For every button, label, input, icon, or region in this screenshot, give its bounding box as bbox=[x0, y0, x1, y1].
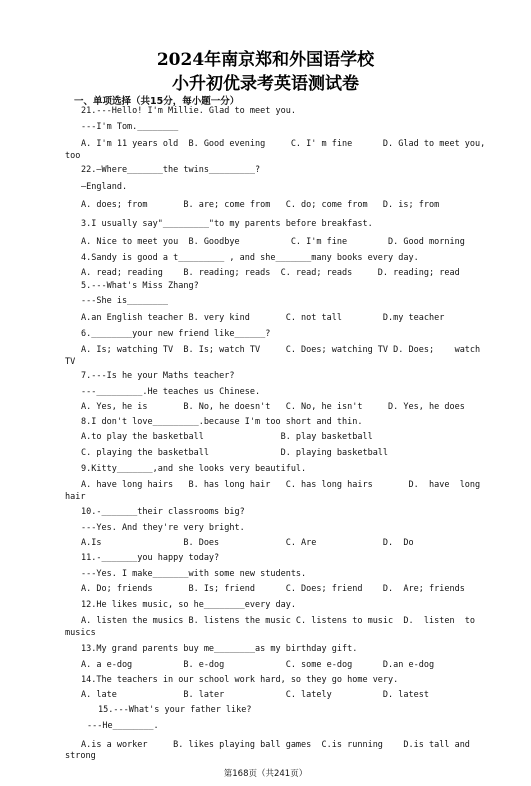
question-line-q11: 11.-_______you happy today? bbox=[81, 553, 220, 563]
answer-line-q11: ---Yes. I make_______with some new students. bbox=[81, 569, 307, 579]
answer-line-q22: —England. bbox=[81, 182, 128, 192]
question-line-q22: 22.—Where_______the twins_________? bbox=[81, 165, 261, 175]
options-line-q10: A.Is B. Does C. Are D. Do bbox=[81, 538, 414, 548]
question-line-q5: 5.---What's Miss Zhang? bbox=[81, 281, 199, 291]
question-line-q3: 3.I usually say"_________"to my parents before breakfast. bbox=[81, 219, 373, 229]
page-number-footer: 第168页（共241页） bbox=[223, 769, 308, 779]
question-line-q13: 13.My grand parents buy me________as my birthday gift. bbox=[81, 644, 358, 654]
options-line-q7: A. Yes, he is B. No, he doesn't C. No, he isn't D. Yes, he does bbox=[81, 402, 465, 412]
question-line-q14: 14.The teachers in our school work hard, so they go home very. bbox=[81, 675, 399, 685]
question-line-q12: 12.He likes music, so he________every day. bbox=[81, 600, 296, 610]
options-wrap-q12: musics bbox=[65, 628, 96, 638]
question-line-q15: 15.---What's your father like? bbox=[98, 705, 252, 715]
answer-line-q10: ---Yes. And they're very bright. bbox=[81, 523, 245, 533]
options-wrap-q6: TV bbox=[65, 357, 76, 367]
options-line-q12: A. listen the musics B. listens the music C. listens to music D. listen to bbox=[81, 616, 476, 626]
options-line-q5: A.an English teacher B. very kind C. not tall D.my teacher bbox=[81, 313, 445, 323]
options-line-q8-ab: A.to play the basketball B. play basketball bbox=[81, 432, 373, 442]
section-heading: 一、单项选择（共15分，每小题一分） bbox=[74, 96, 240, 107]
options-wrap-q21: too bbox=[65, 151, 81, 161]
options-line-q13: A. a e-dog B. e-dog C. some e-dog D.an e-dog bbox=[81, 660, 435, 670]
exam-title-school: 2024年南京郑和外国语学校 bbox=[156, 50, 375, 70]
options-line-q6: A. Is; watching TV B. Is; watch TV C. Does; watching TV D. Does; watch bbox=[81, 345, 481, 355]
exam-title-test: 小升初优录考英语测试卷 bbox=[172, 74, 359, 94]
options-line-q21: A. I'm 11 years old B. Good evening C. I' m fine D. Glad to meet you, bbox=[81, 139, 486, 149]
options-line-q4: A. read; reading B. reading; reads C. read; reads D. reading; read bbox=[81, 268, 460, 278]
options-line-q15: A.is a worker B. likes playing ball games C.is running D.is tall and bbox=[81, 740, 470, 750]
options-wrap-q15: strong bbox=[65, 751, 96, 761]
options-line-q11: A. Do; friends B. Is; friend C. Does; friend D. Are; friends bbox=[81, 584, 465, 594]
question-line-q7: 7.---Is he your Maths teacher? bbox=[81, 371, 235, 381]
answer-line-q21: ---I'm Tom.________ bbox=[81, 122, 179, 132]
options-wrap-q9: hair bbox=[65, 492, 86, 502]
question-line-q4: 4.Sandy is good a t_________ , and she_______many books every day. bbox=[81, 253, 419, 263]
question-line-q8: 8.I don't love_________.because I'm too short and thin. bbox=[81, 417, 363, 427]
options-line-q8-cd: C. playing the basketball D. playing basketball bbox=[81, 448, 389, 458]
question-line-q6: 6.________your new friend like______? bbox=[81, 329, 271, 339]
answer-line-q7: ---_________.He teaches us Chinese. bbox=[81, 387, 261, 397]
question-line-q9: 9.Kitty_______,and she looks very beautiful. bbox=[81, 464, 307, 474]
options-line-q14: A. late B. later C. lately D. latest bbox=[81, 690, 429, 700]
options-line-q22: A. does; from B. are; come from C. do; come from D. is; from bbox=[81, 200, 440, 210]
answer-line-q15: ---He________. bbox=[87, 721, 159, 731]
question-line-q21: 21.---Hello! I'm Millie. Glad to meet you. bbox=[81, 106, 296, 116]
options-line-q9: A. have long hairs B. has long hair C. has long hairs D. have long bbox=[81, 480, 481, 490]
options-line-q3: A. Nice to meet you B. Goodbye C. I'm fine D. Good morning bbox=[81, 237, 465, 247]
question-line-q10: 10.-_______their classrooms big? bbox=[81, 507, 245, 517]
answer-line-q5: ---She is________ bbox=[81, 296, 168, 306]
